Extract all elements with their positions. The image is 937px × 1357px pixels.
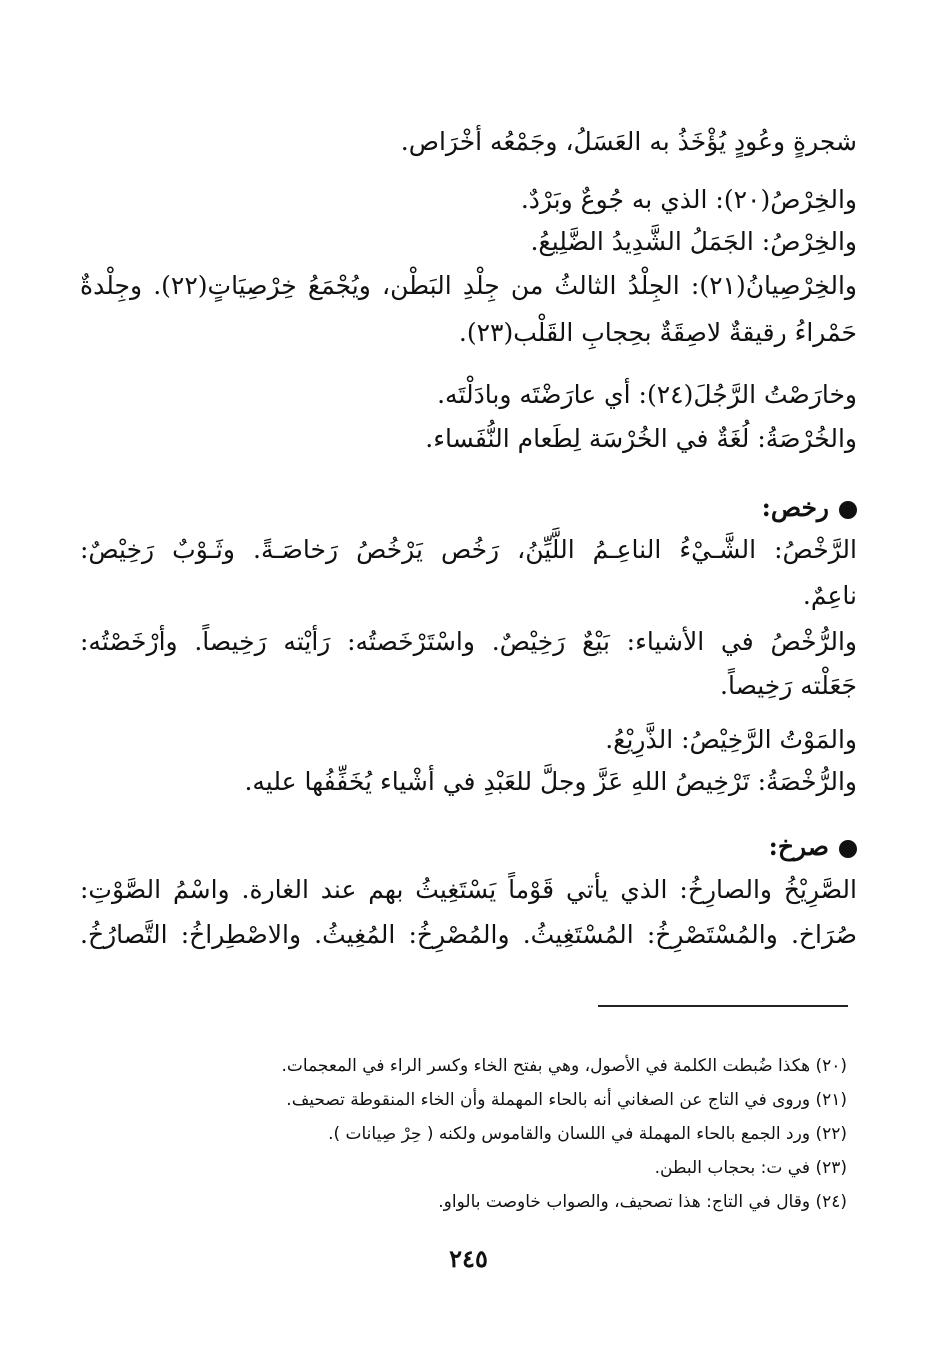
bullet-icon	[839, 501, 857, 519]
footnote: (٢١) وروى في التاج عن الصغاني أنه بالحاء المهملة وأن الخاء المنقوطة تصحيف.	[286, 1090, 847, 1110]
entry-line: والخِرْصُ: الجَمَلُ الشَّدِيدُ الضَّلِيعُ.	[530, 227, 857, 256]
entry-line: ناعِمٌ.	[802, 581, 857, 610]
entry-line: والخِرْصُ(٢٠): الذي به جُوعٌ وبَرْدٌ.	[520, 185, 857, 214]
page-number: ٢٤٥	[449, 1244, 488, 1273]
entry-line: والخِرْصِيانُ(٢١): الجِلْدُ الثالثُ من جِلْدِ البَطْن، ويُجْمَعُ خِرْصِيَاتٍ(٢٢). وجِلْدةٌ	[80, 271, 858, 300]
entry-line: والخُرْصَةُ: لُغَةٌ في الخُرْسَة لِطَعام النُّفَساء.	[425, 424, 857, 453]
entry-line: حَمْراءُ رقيقةٌ لاصِقَةٌ بحِجابِ القَلْب(٢٣).	[458, 318, 857, 347]
footnote: (٢٢) ورد الجمع بالحاء المهملة في اللسان والقاموس ولكنه ( حِرْ صِيانات ).	[328, 1124, 847, 1144]
root-heading-sarkh	[769, 827, 857, 867]
entry-line: الرَّخْصُ: الشَّـيْءُ الناعِـمُ اللَّيِّنُ، رَخُص يَرْخُصُ رَخاصَـةً. وثَـوْبٌ رَخِيْصٌ:	[80, 535, 857, 564]
entry-line: والمَوْتُ الرَّخِيْصُ: الذَّرِيْعُ.	[605, 725, 857, 754]
footnote-divider	[598, 1005, 848, 1007]
root-heading-rakhs	[762, 488, 857, 528]
entry-line: جَعَلْته رَخِيصاً.	[720, 671, 857, 700]
root-heading-label: صرخ:	[768, 832, 829, 861]
footnote: (٢٠) هكذا ضُبطت الكلمة في الأصول، وهي بفتح الخاء وكسر الراء في المعجمات.	[281, 1056, 847, 1076]
root-heading-label: رخص:	[761, 493, 829, 522]
entry-line: صُرَاخ. والمُسْتَصْرِخُ: المُسْتَغِيثُ. والمُصْرِخُ: المُغِيثُ. والاصْطِراخُ: التَّصارُخُ.	[80, 920, 857, 949]
entry-line: والرُّخْصُ في الأشياء: بَيْعٌ رَخِيْصٌ. واسْتَرْخَصتُه: رَأيْته رَخِيصاً. وأرْخَصْتُه:	[80, 627, 857, 656]
footnote: (٢٣) في ت: بحجاب البطن.	[654, 1158, 847, 1178]
entry-line: شجرةٍ وعُودٍ يُؤْخَذُ به العَسَلُ، وجَمْعُه أخْرَاص.	[400, 127, 857, 156]
entry-line: والرُّخْصَةُ: تَرْخِيصُ اللهِ عَزَّ وجلَّ للعَبْدِ في أشْياء يُخَفِّفُها عليه.	[244, 767, 857, 796]
entry-line: وخارَصْتُ الرَّجُلَ(٢٤): أي عارَضْتَه وبادَلْتَه.	[437, 380, 857, 409]
entry-line: الصَّرِيْخُ والصارِخُ: الذي يأتي قَوْماً يَسْتَغِيثُ بهم عند الغارة. واسْمُ الصَّوْتِ:	[80, 875, 857, 904]
footnote: (٢٤) وقال في التاج: هذا تصحيف، والصواب خاوصت بالواو.	[438, 1192, 847, 1212]
bullet-icon	[839, 840, 857, 858]
